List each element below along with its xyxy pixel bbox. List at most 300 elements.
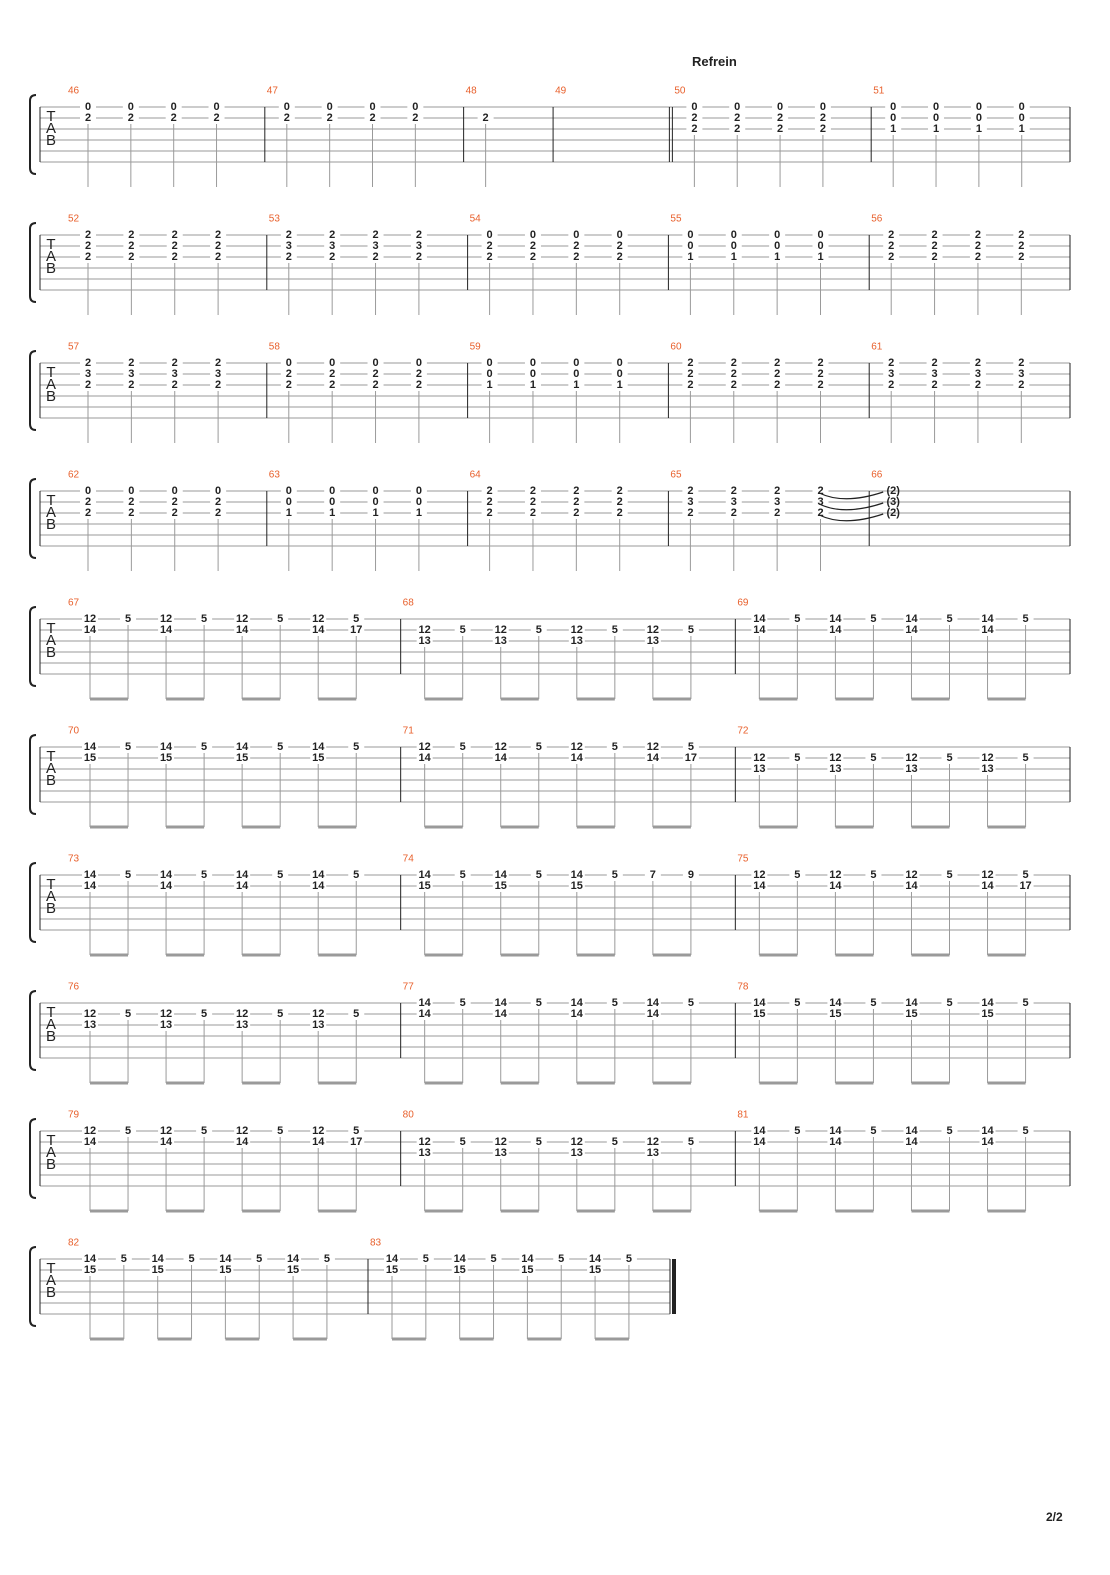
fret-number: 2 <box>931 228 938 241</box>
clef-letter: T <box>46 1259 56 1277</box>
system-bracket <box>30 1247 36 1326</box>
fret-number: 1 <box>285 506 292 519</box>
fret-number: 3 <box>415 239 422 252</box>
fret-number: 2 <box>84 495 92 508</box>
fret-number: 1 <box>817 250 824 263</box>
fret-number: 3 <box>171 367 178 380</box>
measure-number: 81 <box>737 1109 749 1121</box>
fret-number: 5 <box>946 751 953 764</box>
fret-number: 2 <box>372 367 379 380</box>
fret-number: 2 <box>1018 250 1025 263</box>
clef-letter: A <box>45 375 57 393</box>
fret-number: 5 <box>870 1124 877 1137</box>
measure-number: 64 <box>469 469 481 481</box>
measure-number: 59 <box>469 341 481 353</box>
fret-number: 14 <box>829 612 842 625</box>
fret-number: 2 <box>326 111 333 124</box>
fret-number: 5 <box>625 1252 632 1265</box>
fret-number: 2 <box>573 484 580 497</box>
fret-number: 2 <box>774 367 781 380</box>
fret-number: 5 <box>277 1007 284 1020</box>
fret-number: 2 <box>128 506 135 519</box>
fret-number: 5 <box>277 740 284 753</box>
fret-number: 5 <box>459 740 466 753</box>
measure-number: 78 <box>737 981 749 993</box>
fret-number: 5 <box>277 1124 284 1137</box>
measure-number: 68 <box>402 597 414 609</box>
fret-number: 14 <box>981 612 994 625</box>
fret-number: 12 <box>312 1007 325 1020</box>
fret-number: 14 <box>312 879 325 892</box>
fret-number: 2 <box>931 239 938 252</box>
fret-number: 5 <box>353 612 360 625</box>
clef-letter: A <box>45 759 57 777</box>
fret-number: 14 <box>829 879 842 892</box>
fret-number: 5 <box>1022 612 1029 625</box>
fret-number: 3 <box>974 367 981 380</box>
fret-number: 0 <box>890 111 897 124</box>
fret-number: 15 <box>753 1007 766 1020</box>
fret-number: 5 <box>535 623 542 636</box>
fret-number: 0 <box>573 228 580 241</box>
page-number: 2/2 <box>1046 1510 1063 1524</box>
fret-number: 2 <box>171 495 178 508</box>
fret-number: 14 <box>905 623 918 636</box>
fret-number: 5 <box>870 751 877 764</box>
fret-number: 14 <box>494 868 507 881</box>
fret-number: 0 <box>372 484 379 497</box>
fret-number: 14 <box>753 1135 766 1148</box>
fret-number: 2 <box>369 111 376 124</box>
clef-letter: B <box>45 131 57 149</box>
fret-number: 2 <box>128 239 135 252</box>
fret-number: 5 <box>124 612 132 625</box>
fret-number: 0 <box>369 100 376 113</box>
fret-number: 12 <box>83 1007 97 1020</box>
fret-number: 2 <box>730 484 737 497</box>
fret-number: 2 <box>777 122 784 135</box>
fret-number: 2 <box>974 239 981 252</box>
fret-number: 14 <box>753 996 766 1009</box>
fret-number: 12 <box>236 612 249 625</box>
fret-number: 14 <box>418 996 431 1009</box>
fret-number: 5 <box>870 868 877 881</box>
fret-number: 2 <box>128 356 135 369</box>
clef-letter: T <box>46 875 56 893</box>
fret-number: 0 <box>1018 100 1025 113</box>
fret-number: 0 <box>819 100 826 113</box>
fret-number: 0 <box>415 484 422 497</box>
fret-number: 5 <box>459 868 466 881</box>
clef-letter: B <box>45 1283 57 1301</box>
fret-number: 14 <box>312 1135 325 1148</box>
fret-number: 2 <box>730 367 737 380</box>
fret-number: 13 <box>829 762 842 775</box>
fret-number: 0 <box>573 356 580 369</box>
fret-number: 13 <box>570 634 583 647</box>
fret-number: 3 <box>687 495 694 508</box>
fret-number: 13 <box>159 1018 173 1031</box>
fret-number: 2 <box>128 495 135 508</box>
fret-number: 14 <box>981 623 994 636</box>
fret-number: 2 <box>573 506 580 519</box>
system-bracket <box>30 95 36 174</box>
fret-number: 0 <box>529 228 537 241</box>
fret-number: 12 <box>236 1007 249 1020</box>
clef-letter: B <box>45 515 57 533</box>
fret-number: 5 <box>353 1124 360 1137</box>
fret-number: 14 <box>83 623 97 636</box>
clef-letter: T <box>46 619 56 637</box>
fret-number: 0 <box>486 356 493 369</box>
fret-number: 15 <box>981 1007 994 1020</box>
fret-number: 2 <box>1018 378 1025 391</box>
measure-number: 76 <box>68 981 80 993</box>
fret-number: 0 <box>890 100 897 113</box>
fret-number: 12 <box>570 740 583 753</box>
fret-number: 13 <box>418 634 431 647</box>
clef-letter: B <box>45 387 57 405</box>
measure-number: 51 <box>873 85 885 97</box>
fret-number: 14 <box>570 1007 583 1020</box>
fret-number: 3 <box>215 367 222 380</box>
fret-number: 5 <box>277 612 284 625</box>
fret-number: 15 <box>570 879 583 892</box>
fret-number: 1 <box>415 506 422 519</box>
fret-number: 0 <box>616 228 623 241</box>
clef-letter: A <box>45 887 57 905</box>
fret-number: 2 <box>84 356 92 369</box>
fret-number: 14 <box>83 868 97 881</box>
clef-letter: B <box>45 1027 57 1045</box>
measure-number: 71 <box>402 725 414 737</box>
clef-letter: A <box>45 1143 57 1161</box>
measure-number: 69 <box>737 597 749 609</box>
fret-number: 2 <box>84 228 92 241</box>
tie-arc <box>819 503 883 510</box>
fret-number: 14 <box>981 1124 994 1137</box>
fret-number: 0 <box>372 495 379 508</box>
fret-number: 1 <box>372 506 379 519</box>
fret-number: 5 <box>120 1252 127 1265</box>
measure-number: 77 <box>402 981 414 993</box>
fret-number: 14 <box>236 879 249 892</box>
fret-number: 13 <box>236 1018 249 1031</box>
fret-number: 2 <box>529 495 537 508</box>
measure-number: 62 <box>68 469 80 481</box>
fret-number: 2 <box>285 250 292 263</box>
fret-number: 2 <box>1018 356 1025 369</box>
fret-number: 0 <box>687 239 694 252</box>
fret-number: 13 <box>494 1146 507 1159</box>
fret-number: 2 <box>774 484 781 497</box>
measure-number: 54 <box>469 213 481 225</box>
measure-number: 73 <box>68 853 80 865</box>
fret-number: 2 <box>171 239 178 252</box>
measure-number: 74 <box>402 853 414 865</box>
fret-number: 5 <box>459 623 466 636</box>
fret-number: 15 <box>829 1007 842 1020</box>
fret-number: 5 <box>535 1135 542 1148</box>
fret-number: 0 <box>215 484 222 497</box>
clef-letter: B <box>45 643 57 661</box>
fret-number: 0 <box>283 100 290 113</box>
fret-number: 15 <box>151 1263 164 1276</box>
fret-number: 14 <box>829 1124 842 1137</box>
fret-number: 1 <box>687 250 694 263</box>
fret-number: 2 <box>171 250 178 263</box>
fret-number: 2 <box>817 378 824 391</box>
fret-number: 14 <box>905 1124 918 1137</box>
fret-number: 0 <box>329 484 336 497</box>
fret-number: 13 <box>905 762 918 775</box>
fret-number: 2 <box>84 506 92 519</box>
fret-number: 14 <box>83 740 97 753</box>
fret-number: 5 <box>687 996 694 1009</box>
fret-number: 2 <box>974 378 981 391</box>
fret-number: 2 <box>931 356 938 369</box>
fret-number: 3 <box>1018 367 1025 380</box>
fret-number: 15 <box>159 751 173 764</box>
fret-number: 2 <box>817 367 824 380</box>
fret-number: 12 <box>829 868 842 881</box>
fret-number: 2 <box>529 239 537 252</box>
fret-number: 0 <box>84 484 92 497</box>
fret-number: 14 <box>312 623 325 636</box>
clef-letter: A <box>45 1271 57 1289</box>
fret-number: 15 <box>418 879 431 892</box>
fret-number: 12 <box>753 868 766 881</box>
fret-number: 0 <box>171 484 178 497</box>
fret-number: 0 <box>415 495 422 508</box>
fret-number: 2 <box>974 356 981 369</box>
fret-number: 3 <box>329 239 336 252</box>
fret-number: 2 <box>691 122 698 135</box>
fret-number: 5 <box>188 1252 195 1265</box>
fret-number: 2 <box>888 356 895 369</box>
fret-number: 5 <box>124 868 132 881</box>
fret-number: 0 <box>1018 111 1025 124</box>
fret-number: 2 <box>215 356 222 369</box>
fret-number: 0 <box>84 100 92 113</box>
fret-number: 0 <box>932 111 940 124</box>
fret-number: 12 <box>494 1135 507 1148</box>
fret-number: 2 <box>819 111 826 124</box>
fret-number: 2 <box>819 122 826 135</box>
fret-number: 0 <box>285 356 292 369</box>
fret-number: 2 <box>128 228 135 241</box>
fret-number: 13 <box>494 634 507 647</box>
fret-number: 14 <box>83 879 97 892</box>
fret-number: 2 <box>329 250 336 263</box>
measure-number: 57 <box>68 341 80 353</box>
measure-number: 70 <box>68 725 80 737</box>
fret-number: 2 <box>616 239 623 252</box>
fret-number: 14 <box>981 879 994 892</box>
fret-number: 0 <box>730 239 737 252</box>
fret-number: 5 <box>277 868 284 881</box>
fret-number: 17 <box>1019 879 1032 892</box>
fret-number: 12 <box>83 612 97 625</box>
fret-number: 5 <box>611 996 618 1009</box>
fret-number: 0 <box>128 484 135 497</box>
fret-number: 12 <box>981 868 994 881</box>
fret-number: 2 <box>128 250 135 263</box>
fret-number: 0 <box>372 356 379 369</box>
measure-number: 65 <box>670 469 682 481</box>
fret-number: 14 <box>753 612 766 625</box>
fret-number: 2 <box>412 111 419 124</box>
fret-number: 3 <box>888 367 895 380</box>
fret-number: 5 <box>422 1252 429 1265</box>
fret-number: 12 <box>646 1135 659 1148</box>
fret-number: 3 <box>84 367 92 380</box>
fret-number: 14 <box>159 879 173 892</box>
fret-number: 0 <box>486 228 493 241</box>
fret-number: 14 <box>385 1252 399 1265</box>
fret-number: 15 <box>385 1263 399 1276</box>
clef-letter: T <box>46 491 56 509</box>
fret-number: 12 <box>753 751 766 764</box>
fret-number: 3 <box>817 495 824 508</box>
fret-number: 14 <box>236 740 249 753</box>
fret-number: 3 <box>931 367 938 380</box>
fret-number: 12 <box>646 740 659 753</box>
fret-number: 12 <box>418 740 431 753</box>
clef-letter: A <box>45 247 57 265</box>
fret-number: 0 <box>616 367 623 380</box>
fret-number: 2 <box>486 484 493 497</box>
fret-number: 2 <box>777 111 784 124</box>
fret-number: 2 <box>372 228 379 241</box>
fret-number: 17 <box>350 623 363 636</box>
clef-letter: T <box>46 107 56 125</box>
fret-number: 14 <box>286 1252 300 1265</box>
measure-number: 50 <box>674 85 686 97</box>
fret-number: 0 <box>329 356 336 369</box>
fret-number: 3 <box>730 495 737 508</box>
fret-number: 5 <box>870 612 877 625</box>
fret-number: 2 <box>573 250 580 263</box>
fret-number: 12 <box>905 751 918 764</box>
tied-note: (3) <box>886 495 900 508</box>
system-bracket <box>30 1119 36 1198</box>
clef-letter: B <box>45 899 57 917</box>
fret-number: 0 <box>285 495 292 508</box>
fret-number: 5 <box>201 612 208 625</box>
fret-number: 2 <box>529 250 537 263</box>
fret-number: 5 <box>611 868 618 881</box>
fret-number: 14 <box>829 623 842 636</box>
fret-number: 14 <box>494 1007 507 1020</box>
fret-number: 2 <box>372 378 379 391</box>
fret-number: 2 <box>372 250 379 263</box>
fret-number: 14 <box>521 1252 534 1265</box>
fret-number: 13 <box>83 1018 97 1031</box>
fret-number: 5 <box>794 751 801 764</box>
measure-number: 72 <box>737 725 749 737</box>
fret-number: 12 <box>646 623 659 636</box>
fret-number: 2 <box>415 378 422 391</box>
measure-number: 46 <box>68 85 80 97</box>
fret-number: 0 <box>817 239 824 252</box>
fret-number: 2 <box>415 367 422 380</box>
fret-number: 14 <box>646 1007 659 1020</box>
fret-number: 2 <box>774 378 781 391</box>
fret-number: 5 <box>794 868 801 881</box>
fret-number: 5 <box>535 740 542 753</box>
fret-number: 2 <box>486 506 493 519</box>
fret-number: 5 <box>323 1252 330 1265</box>
fret-number: 1 <box>975 122 982 135</box>
fret-number: 2 <box>171 506 178 519</box>
fret-number: 5 <box>1022 868 1029 881</box>
fret-number: 14 <box>753 1124 766 1137</box>
fret-number: 2 <box>415 228 422 241</box>
measure-number: 47 <box>266 85 278 97</box>
measure-number: 75 <box>737 853 749 865</box>
clef-letter: T <box>46 1003 56 1021</box>
fret-number: 2 <box>734 111 741 124</box>
fret-number: 15 <box>494 879 507 892</box>
measure-number: 67 <box>68 597 80 609</box>
fret-number: 12 <box>829 751 842 764</box>
fret-number: 5 <box>535 868 542 881</box>
measure-number: 49 <box>555 85 567 97</box>
fret-number: 2 <box>285 378 292 391</box>
measure-number: 82 <box>68 1237 80 1249</box>
fret-number: 5 <box>201 740 208 753</box>
fret-number: 14 <box>905 1135 918 1148</box>
measure-number: 58 <box>268 341 280 353</box>
fret-number: 7 <box>649 868 656 881</box>
fret-number: 14 <box>83 1252 97 1265</box>
fret-number: 5 <box>611 1135 618 1148</box>
fret-number: 1 <box>730 250 737 263</box>
fret-number: 14 <box>494 751 507 764</box>
fret-number: 2 <box>285 228 292 241</box>
clef-letter: A <box>45 119 57 137</box>
fret-number: 2 <box>691 111 698 124</box>
fret-number: 5 <box>794 612 801 625</box>
measure-number: 61 <box>871 341 883 353</box>
clef-letter: B <box>45 1155 57 1173</box>
fret-number: 0 <box>529 367 537 380</box>
fret-number: 2 <box>687 356 694 369</box>
fret-number: 1 <box>774 250 781 263</box>
clef-letter: A <box>45 1015 57 1033</box>
fret-number: 2 <box>215 506 222 519</box>
fret-number: 14 <box>312 740 325 753</box>
measure-number: 80 <box>402 1109 414 1121</box>
measure-number: 53 <box>268 213 280 225</box>
fret-number: 14 <box>236 1135 249 1148</box>
fret-number: 12 <box>494 740 507 753</box>
fret-number: 1 <box>890 122 897 135</box>
fret-number: 2 <box>974 228 981 241</box>
clef-letter: A <box>45 631 57 649</box>
fret-number: 12 <box>418 623 431 636</box>
fret-number: 12 <box>494 623 507 636</box>
fret-number: 2 <box>486 250 493 263</box>
fret-number: 2 <box>215 239 222 252</box>
fret-number: 0 <box>975 111 982 124</box>
fret-number: 5 <box>535 996 542 1009</box>
tie-arc <box>819 492 883 499</box>
system-bracket <box>30 991 36 1070</box>
fret-number: 12 <box>236 1124 249 1137</box>
fret-number: 3 <box>128 367 135 380</box>
